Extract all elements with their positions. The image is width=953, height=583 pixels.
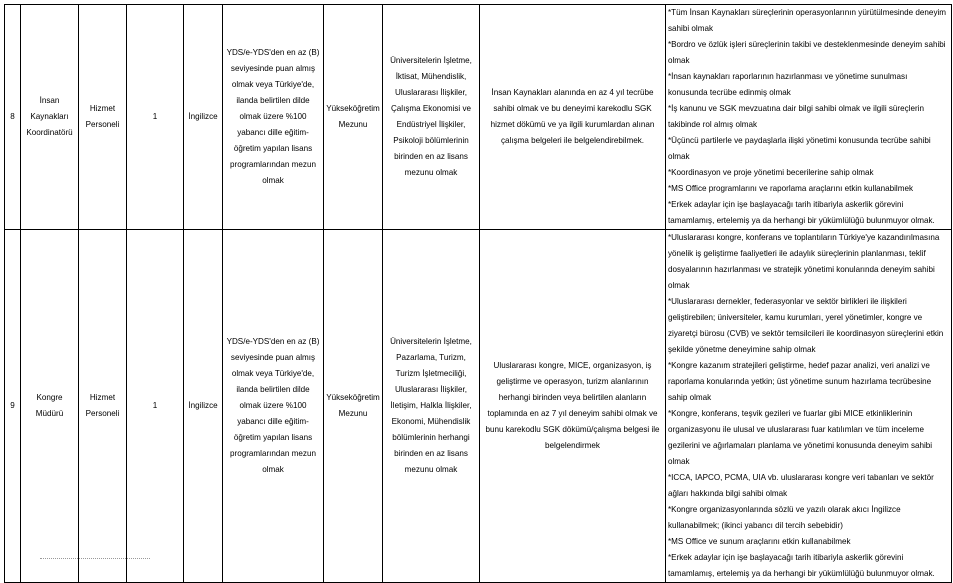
requirement-item: *Kongre organizasyonlarında sözlü ve yazılı olarak akıcı İngilizce kullanabilmek; (ikinci yabancı dil tercih sebebidir) (668, 505, 901, 530)
requirement-item: *Uluslararası dernekler, federasyonlar ve sektör birlikleri ile ilişkileri geliştirebilen; üniversiteler, kamu kurumları, yerel yönetimler, kongre ve ziyaretçi bürosu (CVB) ve sektör temsilcileri ile koordinasyon süreçlerini etkin şekilde yönetme deneyimine sahip olmak (668, 297, 944, 354)
job-requirements-table (4, 4, 952, 583)
education-level: Yükseköğretim Mezunu (324, 230, 383, 583)
requirement-item: *Erkek adaylar için işe başlayacağı tarih itibariyla askerlik görevini tamamlamış, ertelemiş ya da herhangi bir yükümlülüğü bulunmuyor olmak. (668, 200, 935, 225)
requirement-item: *Kongre, konferans, teşvik gezileri ve fuarlar gibi MICE etkinliklerinin organizasyonu ile ulusal ve uluslararası fuar katılımları ve tüm inceleme gezilerini ve ağırlamaları planlama ve yönetimi konusunda deneyim sahibi olmak (668, 409, 933, 466)
staff-type: Hizmet Personeli (79, 5, 127, 230)
experience: İnsan Kaynakları alanında en az 4 yıl tecrübe sahibi olmak ve bu deneyimi karekodlu SGK hizmet dökümü ve ya ilgili kurumlardan alınan çalışma belgeleri ile belgelendirebilmek. (480, 5, 666, 230)
requirement-item: *İnsan kaynakları raporlarının hazırlanması ve yönetime sunulması konusunda tecrübe edinmiş olmak (668, 72, 908, 97)
position-title: Kongre Müdürü (21, 230, 79, 583)
education-level: Yükseköğretim Mezunu (324, 5, 383, 230)
requirement-item: *Kongre kazanım stratejileri geliştirme, hedef pazar analizi, veri analizi ve raporlama konularında yetkin; üst yönetime sunum hazırlama tecrübesine sahip olmak (668, 361, 932, 402)
position-title: İnsan Kaynakları Koordinatörü (21, 5, 79, 230)
requirement-item: *Erkek adaylar için işe başlayacağı tarih itibariyla askerlik görevini tamamlamış, ertelemiş ya da herhangi bir yükümlülüğü bulunmuyor olmak. (668, 553, 935, 578)
table-row (5, 5, 952, 230)
requirements-list (666, 230, 952, 583)
position-count: 1 (127, 230, 184, 583)
departments: Üniversitelerin İşletme, Pazarlama, Turizm, Turizm İşletmeciliği, Uluslararası İlişkiler, İletişim, Halkla İlişkiler, Ekonomi, Mühendislik bölümlerinin herhangi birinden en az lisans mezunu olmak (383, 230, 480, 583)
requirement-item: *Koordinasyon ve proje yönetimi becerilerine sahip olmak (668, 168, 874, 177)
requirement-item: *Üçüncü partilerle ve paydaşlarla ilişki yönetimi konusunda tecrübe sahibi olmak (668, 136, 931, 161)
requirement-item: *ICCA, IAPCO, PCMA, UIA vb. uluslararası kongre veri tabanları ve sektör ağları hakkında bilgi sahibi olmak (668, 473, 934, 498)
language-requirement: YDS/e-YDS'den en az (B) seviyesinde puan almış olmak veya Türkiye'de, ilanda belirtilen dilde olmak üzere %100 yabancı dille eğitim-öğretim yapılan lisans programlarından mezun olmak (223, 230, 324, 583)
row-number: 9 (5, 230, 21, 583)
table-row (5, 230, 952, 583)
requirement-item: *MS Office programlarını ve raporlama araçlarını etkin kullanabilmek (668, 184, 914, 193)
language: İngilizce (184, 230, 223, 583)
requirement-item: *Tüm İnsan Kaynakları süreçlerinin operasyonlarının yürütülmesinde deneyim sahibi olmak (668, 8, 947, 33)
requirement-item: *Uluslararası kongre, konferans ve toplantıların Türkiye'ye kazandırılmasına yönelik iş geliştirme faaliyetleri ile adaylık süreçlerinin planlanması, teklif dosyalarının hazırlanması ve stratejik yönetimi konularında deneyim sahibi olmak (668, 233, 940, 290)
requirement-item: *İş kanunu ve SGK mevzuatına dair bilgi sahibi olmak ve ilgili süreçlerin takibinde rol almış olmak (668, 104, 924, 129)
departments: Üniversitelerin İşletme, İktisat, Mühendislik, Uluslararası İlişkiler, Çalışma Ekonomisi ve Endüstriyel İlişkiler, Psikoloji bölümlerinin birinden en az lisans mezunu olmak (383, 5, 480, 230)
requirement-item: *Bordro ve özlük işleri süreçlerinin takibi ve desteklenmesinde deneyim sahibi olmak (668, 40, 946, 65)
row-number: 8 (5, 5, 21, 230)
language: İngilizce (184, 5, 223, 230)
requirements-list (666, 5, 952, 230)
experience: Uluslararası kongre, MICE, organizasyon, iş geliştirme ve operasyon, turizm alanlarının herhangi birinden veya belirtilen alanların toplamında en az 7 yıl deneyim sahibi olmak ve bunu karekodlu SGK dökümü/çalışma belgesi ile belgelendirmek (480, 230, 666, 583)
requirement-item: *MS Office ve sunum araçlarını etkin kullanabilmek (668, 537, 851, 546)
position-count: 1 (127, 5, 184, 230)
language-requirement: YDS/e-YDS'den en az (B) seviyesinde puan almış olmak veya Türkiye'de, ilanda belirtilen dilde olmak üzere %100 yabancı dille eğitim-öğretim yapılan lisans programlarından mezun olmak (223, 5, 324, 230)
staff-type: Hizmet Personeli (79, 230, 127, 583)
